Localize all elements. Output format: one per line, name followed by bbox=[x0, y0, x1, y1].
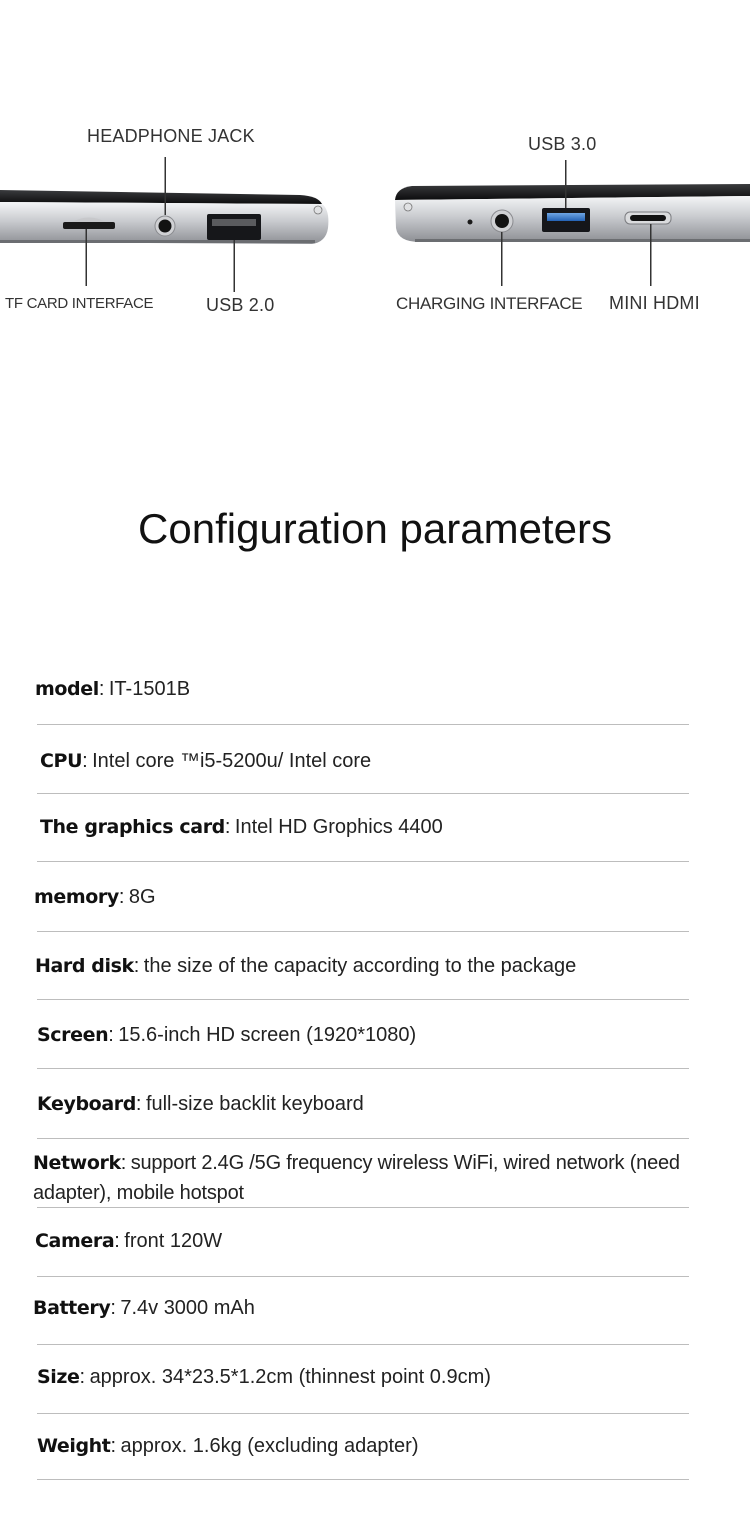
headphone-jack-label: HEADPHONE JACK bbox=[87, 126, 255, 146]
spec-row-memory: memory: 8G bbox=[34, 886, 156, 908]
divider bbox=[37, 1138, 689, 1139]
spec-row-model: model: IT-1501B bbox=[35, 678, 191, 700]
spec-label: Screen bbox=[37, 1024, 109, 1046]
spec-row-weight: Weight: approx. 1.6kg (excluding adapter) bbox=[37, 1435, 419, 1457]
divider bbox=[37, 1068, 689, 1069]
usb3-label: USB 3.0 bbox=[528, 134, 597, 154]
spec-row-network: Network: support 2.4G /5G frequency wireless WiFi, wired network (need adapter), mobile hotspot bbox=[33, 1152, 680, 1204]
spec-label: Keyboard bbox=[37, 1093, 136, 1115]
spec-value: 15.6-inch HD screen (1920*1080) bbox=[118, 1024, 417, 1046]
spec-row-hard-disk: Hard disk: the size of the capacity according to the package bbox=[35, 955, 577, 977]
spec-label: model bbox=[35, 678, 99, 700]
spec-value: IT-1501B bbox=[108, 678, 191, 700]
spec-row-camera: Camera: front 120W bbox=[35, 1230, 223, 1252]
section-title: Configuration parameters bbox=[138, 505, 612, 552]
divider bbox=[37, 1207, 689, 1208]
left-laptop-side bbox=[0, 190, 328, 244]
spec-row-graphics: The graphics card: Intel HD Grophics 4400 bbox=[40, 816, 443, 838]
spec-row-screen: Screen: 15.6-inch HD screen (1920*1080) bbox=[37, 1024, 417, 1046]
spec-label: Battery bbox=[33, 1297, 111, 1319]
spec-value: 8G bbox=[128, 886, 156, 908]
charging-port bbox=[495, 214, 509, 228]
mini-hdmi-label: MINI HDMI bbox=[609, 293, 700, 313]
mini-hdmi-port bbox=[630, 215, 666, 221]
divider bbox=[37, 1479, 689, 1480]
headphone-jack-port bbox=[159, 220, 172, 233]
spec-row-keyboard: Keyboard: full-size backlit keyboard bbox=[37, 1093, 364, 1115]
divider bbox=[37, 861, 689, 862]
spec-value: approx. 1.6kg (excluding adapter) bbox=[120, 1435, 419, 1457]
spec-label: The graphics card bbox=[40, 816, 225, 838]
spec-value: the size of the capacity according to the package bbox=[143, 955, 577, 977]
spec-label: Weight bbox=[37, 1435, 111, 1457]
usb2-port bbox=[207, 214, 261, 240]
spec-label: Size bbox=[37, 1366, 80, 1388]
spec-value: Intel HD Grophics 4400 bbox=[234, 816, 443, 838]
spec-value: approx. 34*23.5*1.2cm (thinnest point 0.9cm) bbox=[89, 1366, 491, 1388]
spec-value: front 120W bbox=[124, 1230, 223, 1252]
divider bbox=[37, 724, 689, 725]
spec-row-cpu: CPU: Intel core ™i5-5200u/ Intel core bbox=[40, 750, 372, 772]
spec-value: support 2.4G /5G frequency wireless WiFi, wired network (need adapter), mobile hotspot bbox=[33, 1152, 680, 1204]
right-laptop-side bbox=[395, 184, 750, 242]
tf-card-slot bbox=[63, 222, 115, 229]
spec-label: Network bbox=[33, 1152, 121, 1174]
spec-value: full-size backlit keyboard bbox=[145, 1093, 364, 1115]
spec-value: Intel core ™i5-5200u/ Intel core bbox=[92, 750, 372, 772]
usb2-label: USB 2.0 bbox=[206, 295, 275, 315]
divider bbox=[37, 1413, 689, 1414]
divider bbox=[37, 1276, 689, 1277]
divider bbox=[37, 1344, 689, 1345]
spec-label: CPU bbox=[40, 750, 83, 772]
spec-label: Camera bbox=[35, 1230, 115, 1252]
charging-label: CHARGING INTERFACE bbox=[396, 294, 583, 313]
divider bbox=[37, 931, 689, 932]
spec-value: 7.4v 3000 mAh bbox=[120, 1297, 255, 1319]
spec-label: memory bbox=[34, 886, 119, 908]
tf-card-label: TF CARD INTERFACE bbox=[5, 295, 154, 312]
divider bbox=[37, 793, 689, 794]
laptop-ports-illustration bbox=[0, 0, 750, 360]
spec-row-battery: Battery: 7.4v 3000 mAh bbox=[33, 1297, 255, 1319]
spec-row-size: Size: approx. 34*23.5*1.2cm (thinnest point 0.9cm) bbox=[37, 1366, 491, 1388]
divider bbox=[37, 999, 689, 1000]
spec-label: Hard disk bbox=[35, 955, 134, 977]
